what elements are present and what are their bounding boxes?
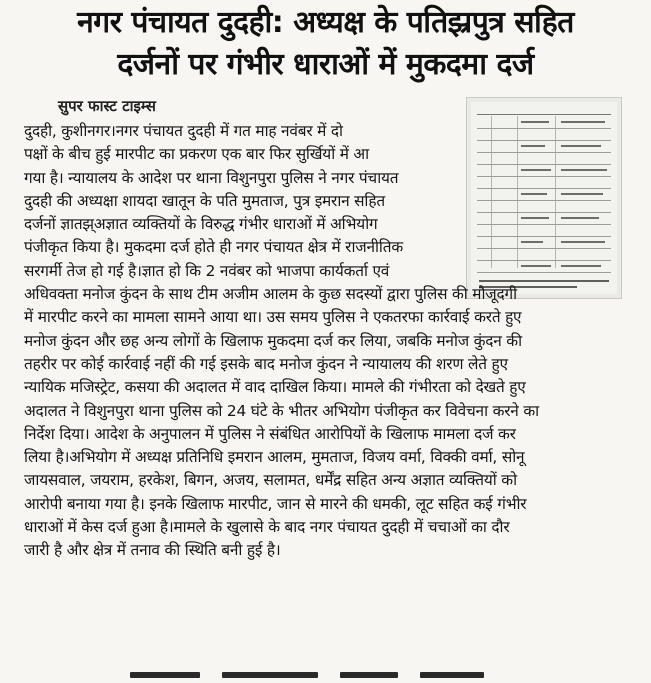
headline-line-2: दर्जनों पर गंभीर धाराओं में मुकदमा दर्ज <box>117 47 534 82</box>
body-line: मनोज कुंदन और छह अन्य लोगों के खिलाफ मुकदमा दर्ज कर लिया, जबकि मनोज कुंदन की <box>24 331 522 350</box>
byline: सुपर फास्ट टाइम्स <box>58 97 156 115</box>
headline <box>6 2 645 86</box>
body-line: जारी है और क्षेत्र में तनाव की स्थिति बनी हुई है। <box>24 541 281 560</box>
body-line: पंजीकृत किया है। मुकदमा दर्ज होते ही नगर पंचायत क्षेत्र में राजनीतिक <box>24 238 403 257</box>
body-line: जायसवाल, जयराम, हरकेश, बिगन, अजय, सलामत, धर्मेंद्र सहित अन्य अज्ञात व्यक्तियों को <box>24 471 517 490</box>
article-body <box>24 120 640 563</box>
body-line: दर्जनों ज्ञातझ्अज्ञात व्यक्तियों के विरुद्ध गंभीर धाराओं में अभियोग <box>24 215 378 234</box>
body-line: पक्षों के बीच हुई मारपीट का प्रकरण एक बार फिर सुर्खियों में आ <box>24 145 369 164</box>
cropped-next-headline <box>0 672 651 683</box>
body-line: दुदही की अध्यक्षा शायदा खातून के पति मुमताज, पुत्र इमरान सहित <box>24 191 385 210</box>
body-line: निर्देश दिया। आदेश के अनुपालन में पुलिस ने संबंधित आरोपियों के खिलाफ मामला दर्ज कर <box>24 424 516 443</box>
body-line: सरगर्मी तेज हो गई है।ज्ञात हो कि 2 नवंबर को भाजपा कार्यकर्ता एवं <box>24 261 390 280</box>
body-line: आरोपी बनाया गया है। इनके खिलाफ मारपीट, जान से मारने की धमकी, लूट सहित कई गंभीर <box>24 494 527 513</box>
body-line: लिया है।अभियोग में अध्यक्ष प्रतिनिधि इमरान आलम, मुमताज, विजय वर्मा, विक्की वर्मा, सोनू <box>24 448 525 467</box>
body-line: में मारपीट करने का मामला सामने आया था। उस समय पुलिस ने एकतरफा कार्रवाई करते हुए <box>24 308 522 327</box>
body-line: धाराओं में केस दर्ज हुआ है।मामले के खुलासे के बाद नगर पंचायत दुदही में चचाओं का दौर <box>24 518 510 537</box>
body-line: न्यायिक मजिस्ट्रेट, कसया की अदालत में वाद दाखिल किया। मामले की गंभीरता को देखते हुए <box>24 378 526 397</box>
body-line: गया है। न्यायालय के आदेश पर थाना विशुनपुरा पुलिस ने नगर पंचायत <box>24 168 399 187</box>
body-line: अधिवक्ता मनोज कुंदन के साथ टीम अजीम आलम के कुछ सदस्यों द्वारा पुलिस की मौजूदगी <box>24 285 517 304</box>
headline-line-1: नगर पंचायत दुदही: अध्यक्ष के पतिझ्रपुत्र सहित <box>77 5 574 40</box>
body-line: अदालत ने विशुनपुरा थाना पुलिस को 24 घंटे के भीतर अभियोग पंजीकृत कर विवेचना करने का <box>24 401 539 420</box>
body-line: तहरीर पर कोई कार्रवाई नहीं की गई इसके बाद मनोज कुंदन ने न्यायालय की शरण लेते हुए <box>24 354 508 373</box>
body-line: दुदही, कुशीनगर।नगर पंचायत दुदही में गत माह नवंबर में दो <box>24 122 343 140</box>
